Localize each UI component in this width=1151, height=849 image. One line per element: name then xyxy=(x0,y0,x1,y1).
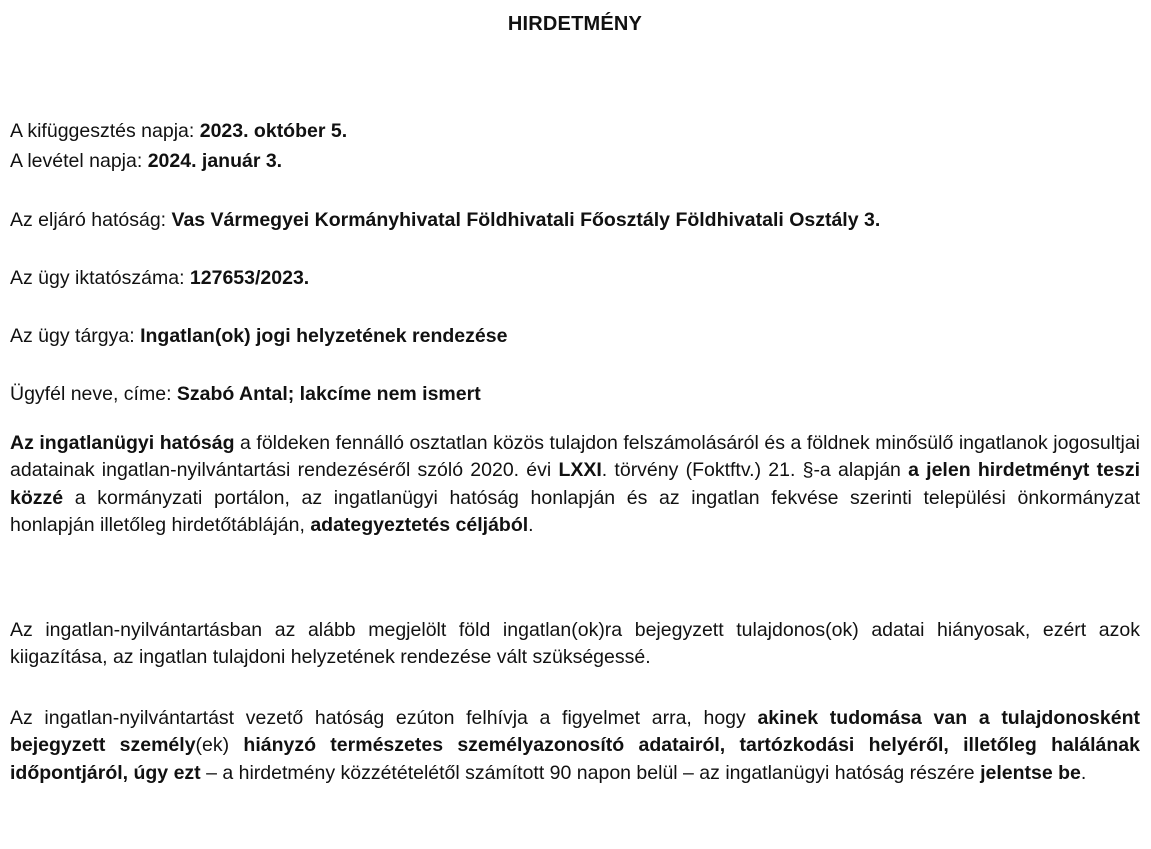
field-label: Az eljáró hatóság: xyxy=(10,209,172,231)
bold-text: jelentse be xyxy=(980,761,1081,784)
field-authority xyxy=(10,208,880,232)
field-value: Ingatlan(ok) jogi helyzetének rendezése xyxy=(140,325,508,347)
text: – a hirdetmény közzétételétől számított 90 napon belül – az ingatlanügyi hatóság részére xyxy=(200,761,981,784)
field-label: Az ügy iktatószáma: xyxy=(10,267,190,289)
document-title: HIRDETMÉNY xyxy=(507,13,643,35)
text: Az ingatlan-nyilvántartásban az alább megjelölt föld ingatlan(ok)ra bejegyzett tulajdonos(ok) adatai hiányosak, ezért azok kiigazítása, az ingatlan tulajdoni helyzetének rendezése vált szükségessé. xyxy=(10,619,1140,669)
text: . xyxy=(528,514,534,537)
text: Az ingatlan-nyilvántartást vezető hatóság ezúton felhívja a figyelmet arra, hogy xyxy=(10,707,758,729)
field-case-number xyxy=(10,266,309,290)
paragraph-legal-basis xyxy=(10,430,1140,540)
paragraph-call-to-action xyxy=(10,705,1140,787)
paragraph-deficiency xyxy=(10,617,1140,672)
bold-text: LXXI xyxy=(558,459,602,482)
field-value: 127653/2023. xyxy=(189,267,310,289)
field-value: Szabó Antal; lakcíme nem ismert xyxy=(176,383,481,405)
field-removal-date xyxy=(10,149,282,173)
text: a földeken fennálló osztatlan közös tulajdon felszámolásáról és a földnek minősülő ingatlanok jogosultjai adatainak ingatlan-nyilvántartási rendezéséről szóló 2020. évi xyxy=(10,432,1140,482)
bold-text: adategyeztetés céljából xyxy=(310,514,529,537)
text: . xyxy=(1080,761,1087,784)
text: (ek) xyxy=(195,734,244,757)
field-case-subject xyxy=(10,324,507,348)
field-label: A kifüggesztés napja: xyxy=(10,120,200,142)
bold-text: a jelen hirdetményt teszi közzé xyxy=(10,459,1140,509)
text: a kormányzati portálon, az ingatlanügyi hatóság honlapján és az ingatlan fekvése szerinti települési önkormányzat honlapján illetőleg hirdetőtábláján, xyxy=(10,486,1140,537)
bold-text: Az ingatlanügyi hatóság xyxy=(10,432,235,454)
field-client xyxy=(10,382,481,406)
field-posting-date xyxy=(10,119,347,143)
field-value: 2024. január 3. xyxy=(147,150,283,172)
bold-text: hiányzó természetes személyazonosító adatairól, tartózkodási helyéről, illetőleg halálának időpontjáról, úgy ezt xyxy=(10,734,1140,784)
field-label: Az ügy tárgya: xyxy=(10,325,141,347)
text: . törvény (Foktftv.) 21. §-a alapján xyxy=(601,459,909,482)
field-label: A levétel napja: xyxy=(10,150,148,172)
field-label: Ügyfél neve, címe: xyxy=(10,383,177,405)
field-value: Vas Vármegyei Kormányhivatal Földhivatali Főosztály Földhivatali Osztály 3. xyxy=(171,209,881,231)
field-value: 2023. október 5. xyxy=(199,120,348,142)
bold-text: akinek tudomása van a tulajdonosként bejegyzett személy xyxy=(10,707,1140,757)
